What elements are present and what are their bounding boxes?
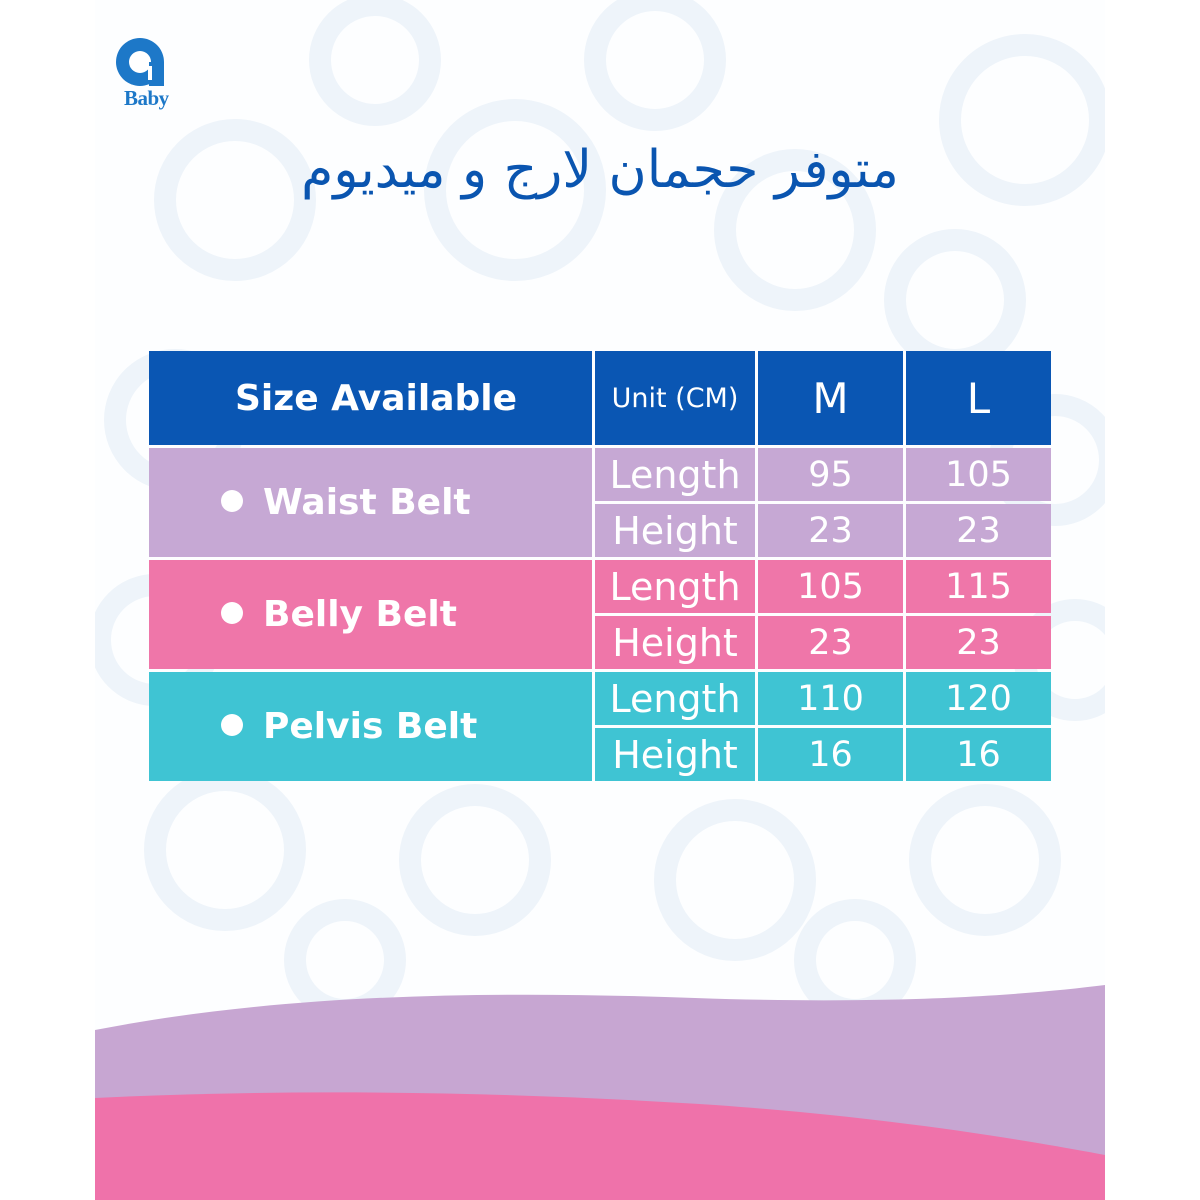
header-size-l: L <box>906 351 1051 445</box>
header-size-m: M <box>758 351 903 445</box>
value-m: 110 <box>758 672 903 725</box>
belt-label: Belly Belt <box>263 594 457 635</box>
brand-logo-text: Baby <box>124 86 169 110</box>
dimension-label: Length <box>595 672 755 725</box>
table-row <box>149 560 1051 613</box>
value-m: 23 <box>758 504 903 557</box>
value-l: 23 <box>906 504 1051 557</box>
value-m: 23 <box>758 616 903 669</box>
table-header-row <box>149 351 1051 445</box>
value-m: 95 <box>758 448 903 501</box>
table-row <box>149 448 1051 501</box>
value-l: 120 <box>906 672 1051 725</box>
size-table <box>146 348 1054 784</box>
belt-label: Pelvis Belt <box>263 706 478 747</box>
header-size-available: Size Available <box>149 351 592 445</box>
bullet-icon <box>221 490 243 512</box>
bullet-icon <box>221 714 243 736</box>
dimension-label: Height <box>595 616 755 669</box>
value-l: 23 <box>906 616 1051 669</box>
dimension-label: Length <box>595 560 755 613</box>
dimension-label: Length <box>595 448 755 501</box>
belt-label: Waist Belt <box>263 482 471 523</box>
table-row <box>149 672 1051 725</box>
header-unit: Unit (CM) <box>595 351 755 445</box>
bullet-icon <box>221 602 243 624</box>
value-m: 105 <box>758 560 903 613</box>
belt-name-pelvis <box>149 672 592 781</box>
page-headline: متوفر حجمان لارج و ميديوم <box>301 140 899 200</box>
value-m: 16 <box>758 728 903 781</box>
belt-name-waist <box>149 448 592 557</box>
dimension-label: Height <box>595 504 755 557</box>
value-l: 105 <box>906 448 1051 501</box>
belt-name-belly <box>149 560 592 669</box>
dimension-label: Height <box>595 728 755 781</box>
bottom-waves <box>95 980 1105 1200</box>
value-l: 16 <box>906 728 1051 781</box>
value-l: 115 <box>906 560 1051 613</box>
